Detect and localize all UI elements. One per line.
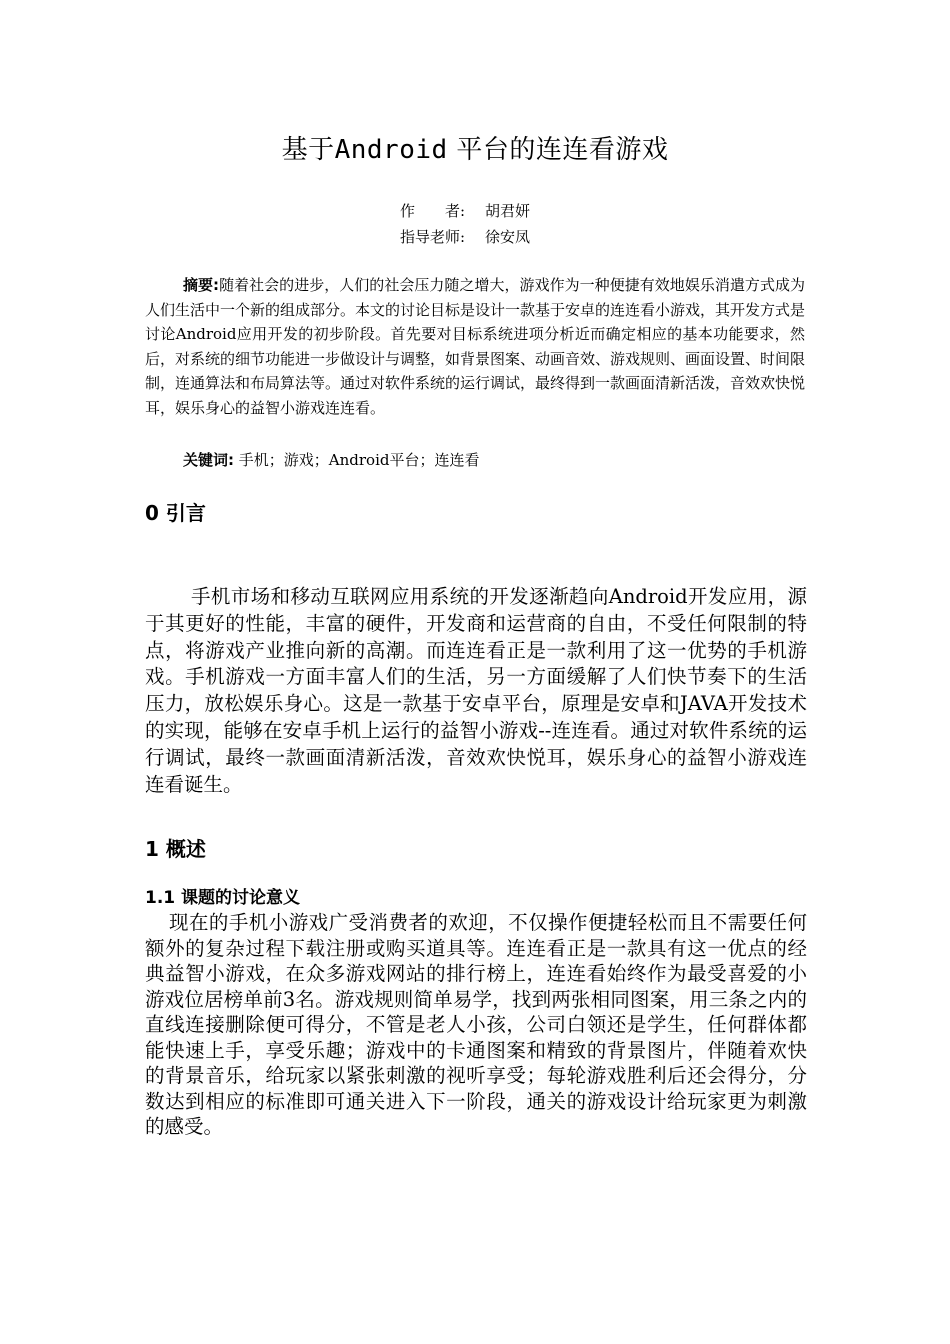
author-name: 胡君妍: [485, 202, 531, 220]
advisor-line: [400, 226, 530, 248]
significance-paragraph: 现在的手机小游戏广受消费者的欢迎，不仅操作便捷轻松而且不需要任何额外的复杂过程下载注册或购买道具等。连连看正是一款具有这一优点的经典益智小游戏，在众多游戏网站的排行榜上，连连看始终作为最受喜爱的小游戏位居榜单前3名。游戏规则简单易学，找到两张相同图案，用三条之内的直线连接删除便可得分，不管是老人小孩，公司白领还是学生，任何群体都能快速上手，享受乐趣；游戏中的卡通图案和精致的背景图片，伴随着欢快的背景音乐，给玩家以紧张刺激的视听享受；每轮游戏胜利后还会得分，分数达到相应的标准即可通关进入下一阶段，通关的游戏设计给玩家更为刺激的感受。: [145, 911, 807, 1138]
title-android: Android: [334, 135, 448, 165]
advisor-name: 徐安凤: [485, 228, 531, 246]
keywords-label: 关键词:: [183, 451, 234, 469]
title-suffix: 平台的连连看游戏: [447, 135, 669, 165]
abstract-text: 随着社会的进步，人们的社会压力随之增大，游戏作为一种便捷有效地娱乐消遣方式成为人们生活中一个新的组成部分。本文的讨论目标是设计一款基于安卓的连连看小游戏，其开发方式是讨论Android应用开发的初步阶段。首先要对目标系统进项分析近而确定相应的基本功能要求，然后，对系统的细节功能进一步做设计与调整，如背景图案、动画音效、游戏规则、画面设置、时间限制，连通算法和布局算法等。通过对软件系统的运行调试，最终得到一款画面清新活泼，音效欢快悦耳，娱乐身心的益智小游戏连连看。: [145, 276, 806, 417]
keywords-text: 手机；游戏；Android平台；连连看: [238, 451, 480, 469]
author-label: 作 者:: [400, 202, 466, 220]
paper-title: [0, 133, 950, 167]
section-heading-intro: 0 引言: [145, 501, 206, 525]
author-line: [400, 200, 530, 222]
subsection-heading-significance: 1.1 课题的讨论意义: [145, 888, 301, 908]
abstract-label: 摘要:: [183, 276, 220, 294]
section-heading-overview: 1 概述: [145, 837, 206, 861]
keywords-line: [183, 448, 479, 472]
title-prefix: 基于: [281, 135, 335, 165]
intro-paragraph: 手机市场和移动互联网应用系统的开发逐渐趋向Android开发应用，源于其更好的性能，丰富的硬件，开发商和运营商的自由，不受任何限制的特点，将游戏产业推向新的高潮。而连连看正是一款利用了这一优势的手机游戏。手机游戏一方面丰富人们的生活，另一方面缓解了人们快节奏下的生活压力，放松娱乐身心。这是一款基于安卓平台，原理是安卓和JAVA开发技术的实现，能够在安卓手机上运行的益智小游戏--连连看。通过对软件系统的运行调试，最终一款画面清新活泼，音效欢快悦耳，娱乐身心的益智小游戏连连看诞生。: [145, 585, 807, 796]
advisor-label: 指导老师:: [400, 228, 466, 246]
abstract-paragraph: [145, 273, 805, 420]
